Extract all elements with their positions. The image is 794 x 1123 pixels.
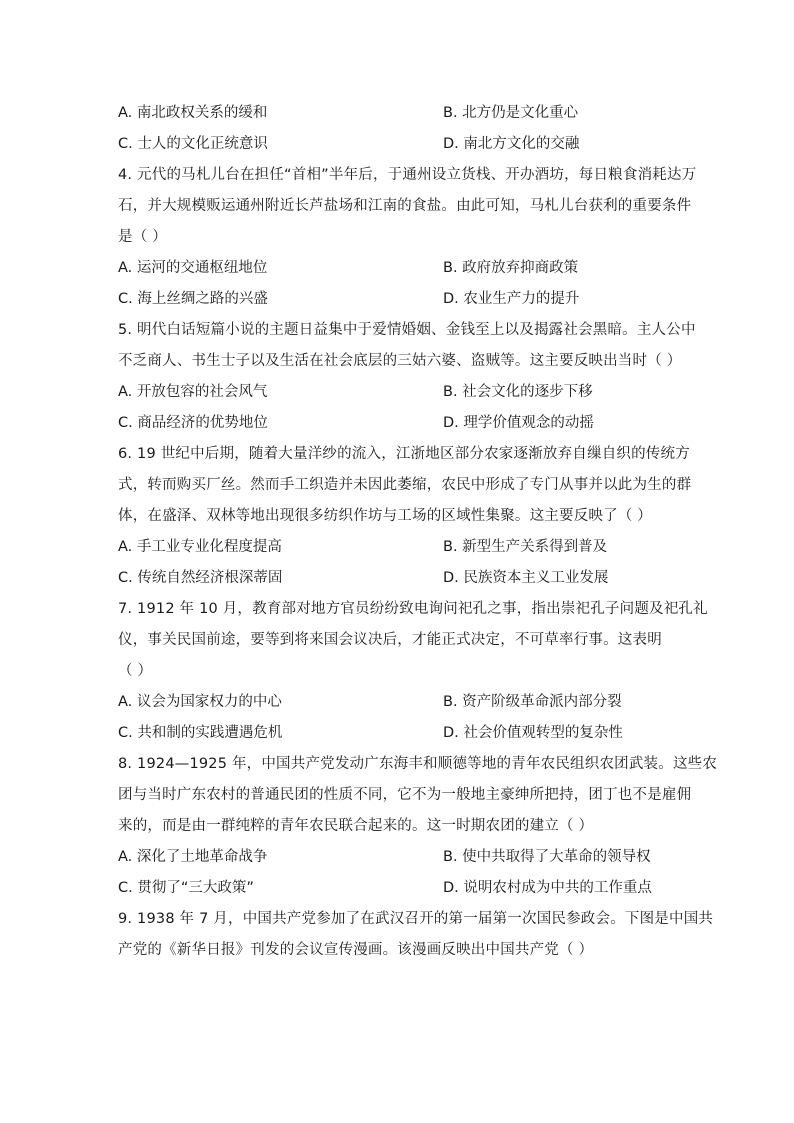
option-row: [118, 408, 678, 439]
option-row: [118, 253, 678, 284]
option-row: [118, 377, 678, 408]
option-row: [118, 129, 678, 160]
option-row: [118, 842, 678, 873]
question-stem: [118, 749, 718, 842]
answer-option[interactable]: B. 社会文化的逐步下移: [443, 384, 593, 400]
answer-option[interactable]: C. 共和制的实践遭遇危机: [118, 725, 283, 741]
answer-option[interactable]: C. 贯彻了“三大政策”: [118, 880, 254, 896]
answer-option[interactable]: A. 议会为国家权力的中心: [118, 694, 282, 710]
stem-line: 6. 19 世纪中后期，随着大量洋纱的流入，江浙地区部分农家逐渐放弃自缫自织的传统方: [118, 446, 690, 462]
question-block: [118, 439, 692, 594]
stem-line: 4. 元代的马札儿台在担任“首相”半年后，于通州设立货栈、开办酒坊，每日粮食消耗达万: [118, 167, 697, 183]
option-row: [118, 873, 678, 904]
stem-line: 7. 1912 年 10 月，教育部对地方官员纷纷致电询问祀孔之事，指出崇祀孔子问题及祀孔礼: [118, 601, 708, 617]
answer-option[interactable]: D. 农业生产力的提升: [443, 291, 580, 307]
option-row: [118, 532, 678, 563]
answer-option[interactable]: C. 士人的文化正统意识: [118, 136, 268, 152]
answer-option[interactable]: D. 民族资本主义工业发展: [443, 570, 609, 586]
question-list: [118, 98, 718, 966]
stem-line: 是（ ）: [118, 229, 167, 245]
stem-line: 5. 明代白话短篇小说的主题日益集中于爱情婚姻、金钱至上以及揭露社会黑暗。主人公中: [118, 322, 696, 338]
stem-line: 仪，事关民国前途，要等到将来国会议决后，才能正式决定，不可草率行事。这表明: [118, 632, 662, 648]
question-block: [118, 315, 696, 439]
answer-option[interactable]: A. 运河的交通枢纽地位: [118, 260, 268, 276]
answer-option[interactable]: B. 资产阶级革命派内部分裂: [443, 694, 622, 710]
answer-option[interactable]: C. 海上丝绸之路的兴盛: [118, 291, 268, 307]
question-block: [118, 160, 697, 315]
stem-line: 体，在盛泽、双林等地出现很多纺织作坊与工场的区域性集聚。这主要反映了（ ）: [118, 508, 653, 524]
option-row: [118, 687, 678, 718]
stem-line: （ ）: [118, 663, 153, 679]
answer-option[interactable]: C. 商品经济的优势地位: [118, 415, 268, 431]
answer-option[interactable]: B. 新型生产关系得到普及: [443, 539, 608, 555]
option-row: [118, 718, 678, 749]
stem-line: 石，并大规模贩运通州附近长芦盐场和江南的食盐。由此可知，马札儿台获利的重要条件: [118, 198, 692, 214]
stem-line: 9. 1938 年 7 月，中国共产党参加了在武汉召开的第一届第一次国民参政会。下图是中国共: [118, 911, 714, 927]
answer-option[interactable]: D. 南北方文化的交融: [443, 136, 580, 152]
answer-option[interactable]: A. 开放包容的社会风气: [118, 384, 268, 400]
options-block: [118, 98, 678, 160]
answer-option[interactable]: B. 政府放弃抑商政策: [443, 260, 579, 276]
stem-line: 产党的《新华日报》刊发的会议宣传漫画。该漫画反映出中国共产党（ ）: [118, 942, 594, 958]
question-stem: [118, 160, 697, 253]
option-row: [118, 98, 678, 129]
question-block: [118, 594, 708, 749]
stem-line: 不乏商人、书生士子以及生活在社会底层的三姑六婆、盗贼等。这主要反映出当时（ ）: [118, 353, 682, 369]
answer-option[interactable]: A. 深化了土地革命战争: [118, 849, 268, 865]
question-stem: [118, 439, 692, 532]
question-stem: [118, 904, 714, 966]
answer-option[interactable]: C. 传统自然经济根深蒂固: [118, 570, 283, 586]
option-row: [118, 284, 678, 315]
stem-line: 式，转而购买厂丝。然而手工织造并未因此萎缩，农民中形成了专门从事并以此为生的群: [118, 477, 692, 493]
answer-option[interactable]: A. 手工业专业化程度提高: [118, 539, 282, 555]
question-stem: [118, 315, 696, 377]
question-block: [118, 749, 718, 904]
stem-line: 团与当时广东农村的普通民团的性质不同，它不为一般地主豪绅所把持，团丁也不是雇佣: [118, 787, 692, 803]
answer-option[interactable]: D. 说明农村成为中共的工作重点: [443, 880, 652, 896]
answer-option[interactable]: B. 北方仍是文化重心: [443, 105, 579, 121]
answer-option[interactable]: A. 南北政权关系的缓和: [118, 105, 268, 121]
question-stem: [118, 594, 708, 687]
stem-line: 来的，而是由一群纯粹的青年农民联合起来的。这一时期农团的建立（ ）: [118, 818, 594, 834]
option-row: [118, 563, 678, 594]
question-block: [118, 904, 714, 966]
answer-option[interactable]: B. 使中共取得了大革命的领导权: [443, 849, 651, 865]
answer-option[interactable]: D. 理学价值观念的动摇: [443, 415, 594, 431]
stem-line: 8. 1924—1925 年，中国共产党发动广东海丰和顺德等地的青年农民组织农团武装。这些农: [118, 756, 718, 772]
answer-option[interactable]: D. 社会价值观转型的复杂性: [443, 725, 623, 741]
